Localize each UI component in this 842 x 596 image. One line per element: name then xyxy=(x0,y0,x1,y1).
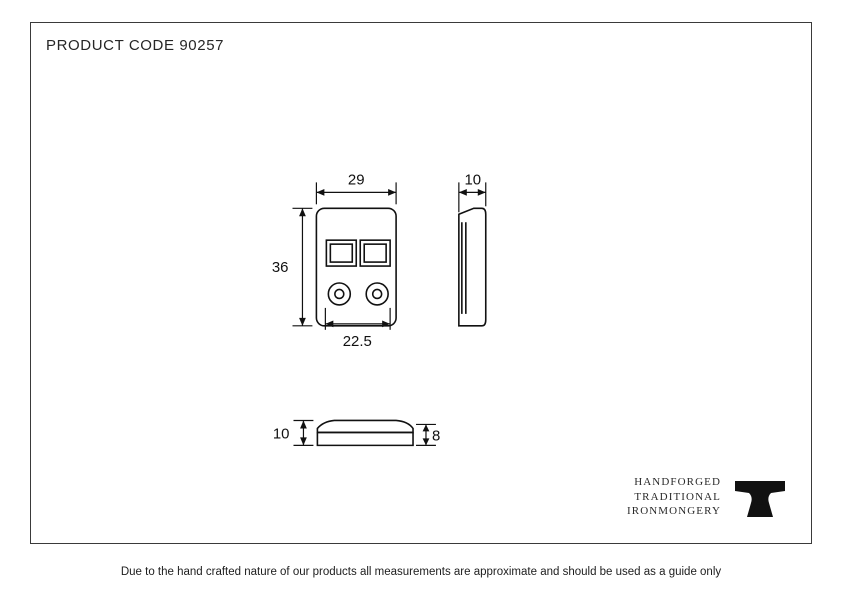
side-view xyxy=(459,208,486,326)
dimension-label-29: 29 xyxy=(347,171,365,189)
dimension-label-10-side: 10 xyxy=(464,171,482,189)
technical-drawing xyxy=(31,23,811,543)
footnote-text: Due to the hand crafted nature of our products all measurements are approximate and should be used as a guide only xyxy=(120,566,722,578)
brand-line-3: IRONMONGERY xyxy=(627,505,721,518)
drawing-sheet xyxy=(30,22,812,544)
brand-text xyxy=(627,475,721,519)
dimension-36 xyxy=(292,208,312,326)
dimension-label-22-5: 22.5 xyxy=(342,332,372,350)
front-view-right-window-inner xyxy=(364,244,386,262)
front-view-right-screw-hole xyxy=(366,283,388,305)
dimension-label-10-profile: 10 xyxy=(272,425,290,443)
brand-block xyxy=(627,469,789,525)
brand-line-1: HANDFORGED xyxy=(634,476,721,489)
front-view-left-window-inner xyxy=(330,244,352,262)
side-view-outline xyxy=(459,208,486,326)
brand-line-2: TRADITIONAL xyxy=(634,490,721,503)
profile-view xyxy=(317,420,413,445)
logo-letter: A xyxy=(749,487,771,520)
profile-view-top xyxy=(317,420,413,432)
front-view xyxy=(316,208,396,326)
front-view-outline xyxy=(316,208,396,326)
anvil-logo-icon xyxy=(731,469,789,525)
front-view-left-screw-hole xyxy=(328,283,350,305)
page-title: PRODUCT CODE 90257 xyxy=(46,37,225,54)
dimension-10-profile xyxy=(293,420,313,445)
front-view-right-screw-center xyxy=(373,289,382,298)
profile-view-bottom xyxy=(317,432,413,445)
dimension-label-36: 36 xyxy=(271,259,289,277)
dimension-label-8-profile: 8 xyxy=(431,427,441,445)
front-view-left-screw-center xyxy=(335,289,344,298)
